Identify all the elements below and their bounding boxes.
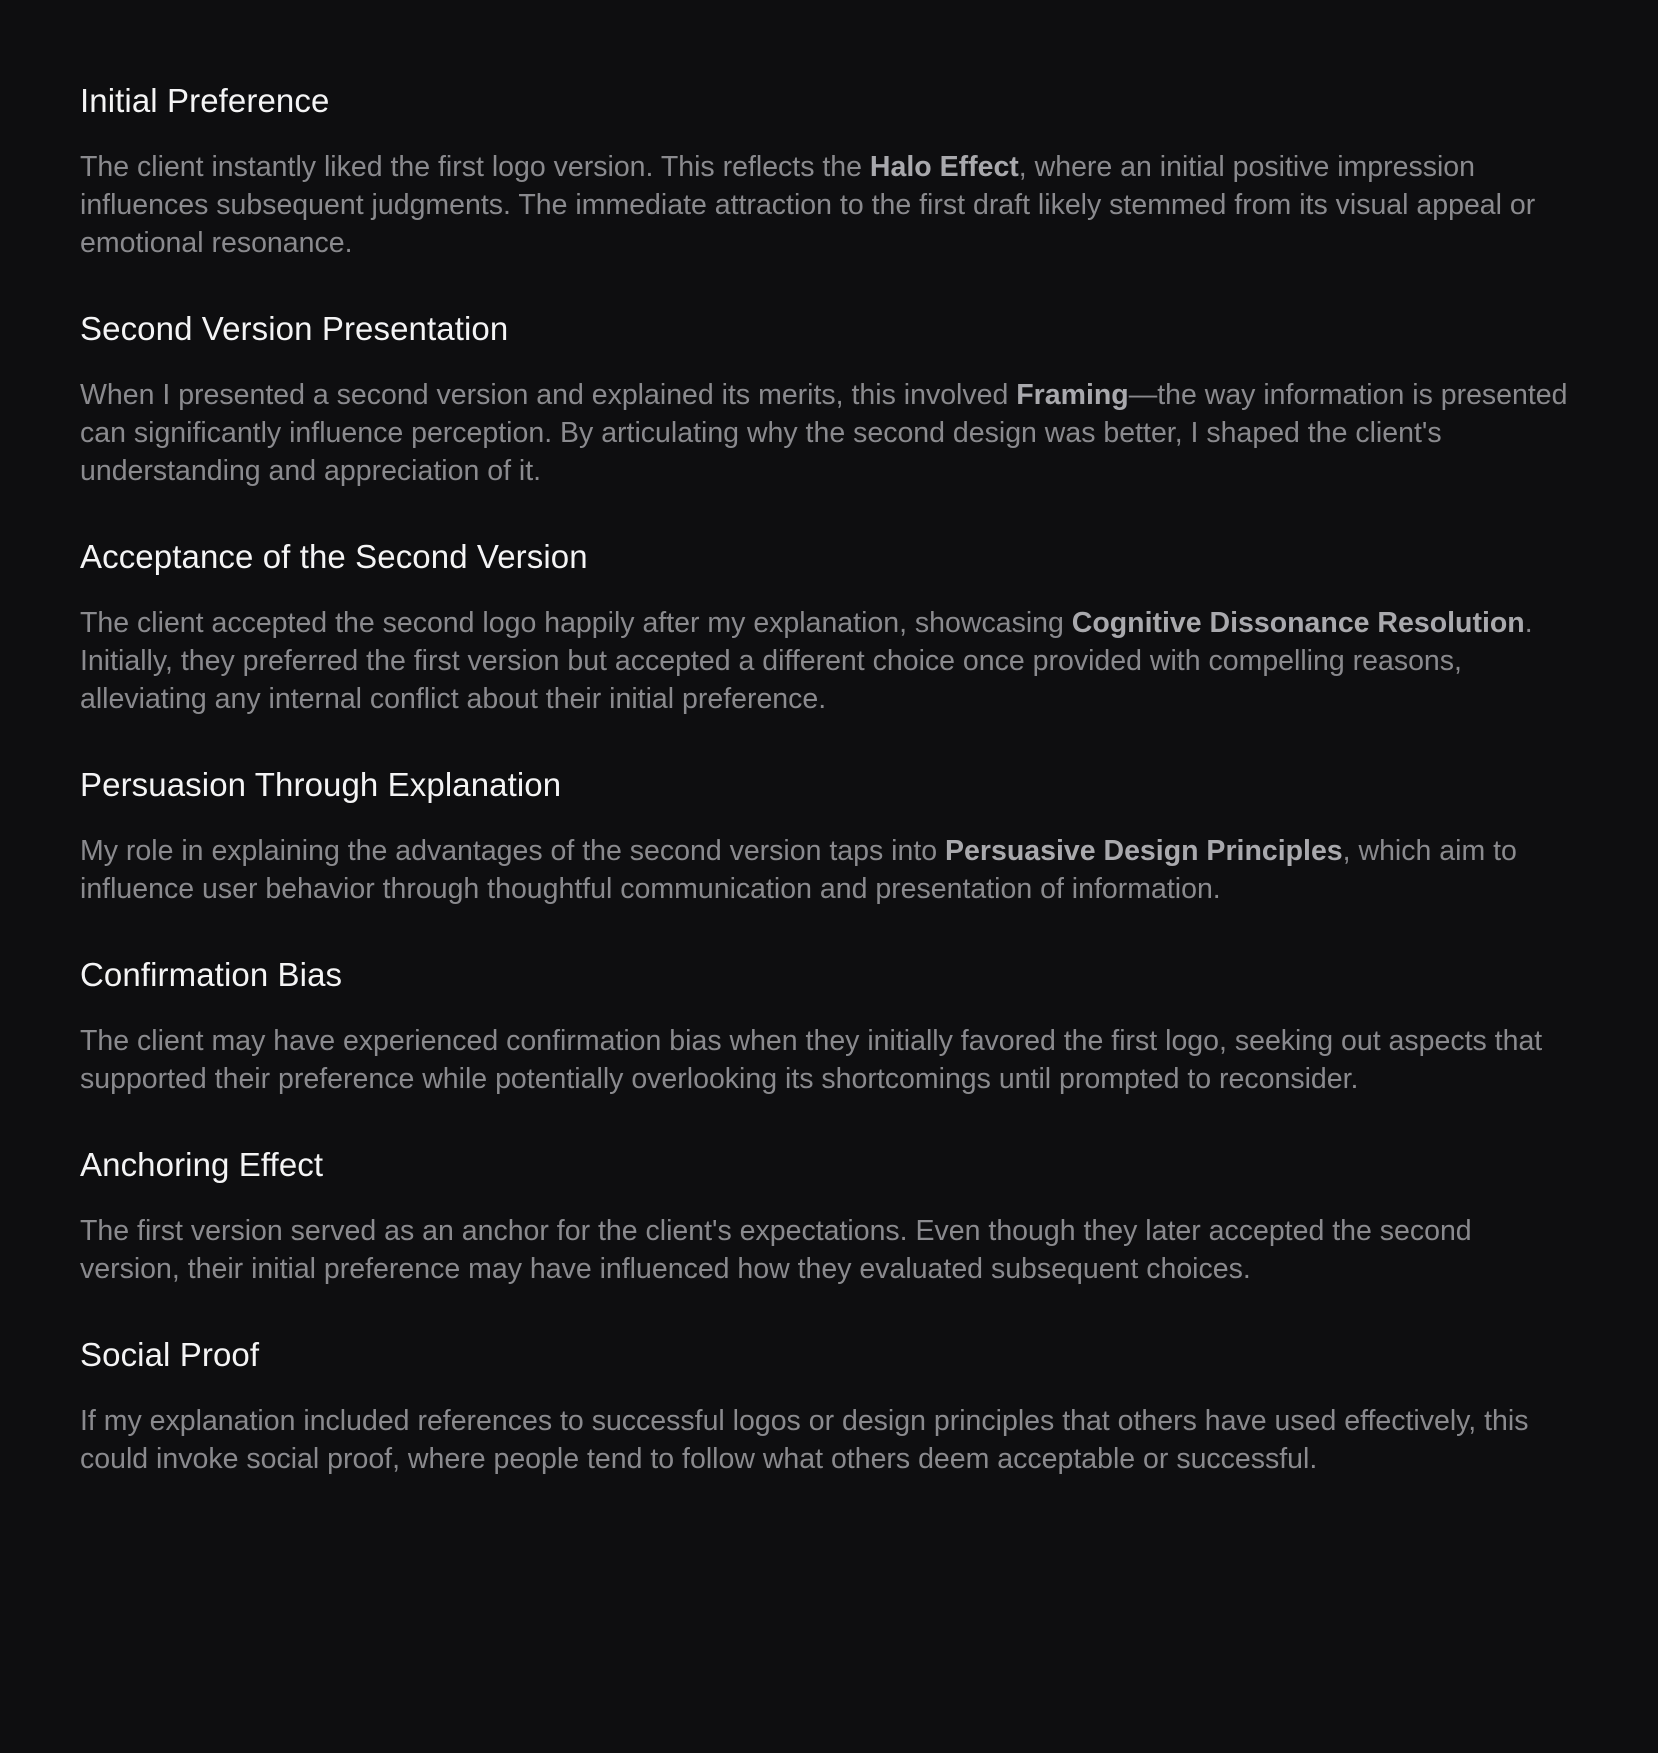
body-text: The client instantly liked the first logo version. This reflects the: [80, 151, 870, 183]
section-social-proof: [80, 1332, 1578, 1478]
section-body: [80, 832, 1578, 908]
section-heading: Social Proof: [80, 1336, 260, 1373]
body-text: My role in explaining the advantages of the second version taps into: [80, 835, 946, 867]
section-body: [80, 148, 1578, 262]
section-body: [80, 1402, 1578, 1478]
section-confirmation-bias: [80, 952, 1578, 1098]
section-heading: Initial Preference: [80, 82, 330, 119]
section-body: [80, 1022, 1578, 1098]
section-body: [80, 1212, 1578, 1288]
section-body: [80, 376, 1578, 490]
section-heading: Confirmation Bias: [80, 956, 343, 993]
body-text: The client accepted the second logo happily after my explanation, showcasing: [80, 607, 1072, 639]
section-heading: Persuasion Through Explanation: [80, 766, 562, 803]
body-text: , which aim to influence user behavior through thoughtful communication and presentation of information.: [80, 835, 1517, 905]
emphasis-term: Persuasive Design Principles: [945, 835, 1343, 867]
body-text: , where an initial positive impression influences subsequent judgments. The immediate attraction to the first draft likely stemmed from its visual appeal or emotional resonance.: [80, 151, 1536, 259]
body-text: . Initially, they preferred the first version but accepted a different choice once provided with compelling reasons, alleviating any internal conflict about their initial preference.: [80, 607, 1533, 715]
body-text: If my explanation included references to successful logos or design principles that others have used effectively, this could invoke social proof, where people tend to follow what others deem acceptable or successful.: [80, 1405, 1529, 1475]
body-text: The first version served as an anchor for the client's expectations. Even though they later accepted the second version, their initial preference may have influenced how they evaluated subsequent choices.: [80, 1215, 1472, 1285]
body-text: The client may have experienced confirmation bias when they initially favored the first logo, seeking out aspects that supported their preference while potentially overlooking its shortcomings until prompted to reconsider.: [80, 1025, 1543, 1095]
body-text: When I presented a second version and explained its merits, this involved: [80, 379, 1017, 411]
section-initial-preference: [80, 78, 1578, 262]
emphasis-term: Framing: [1016, 379, 1129, 411]
section-second-version-presentation: [80, 306, 1578, 490]
section-persuasion-through-explanation: [80, 762, 1578, 908]
emphasis-term: Halo Effect: [869, 151, 1019, 183]
section-acceptance-second-version: [80, 534, 1578, 718]
section-anchoring-effect: [80, 1142, 1578, 1288]
section-heading: Acceptance of the Second Version: [80, 538, 588, 575]
body-text: —the way information is presented can significantly influence perception. By articulating why the second design was better, I shaped the client's understanding and appreciation of it.: [80, 379, 1568, 487]
section-heading: Anchoring Effect: [80, 1146, 324, 1183]
section-body: [80, 604, 1578, 718]
emphasis-term: Cognitive Dissonance Resolution: [1071, 607, 1525, 639]
section-heading: Second Version Presentation: [80, 310, 509, 347]
